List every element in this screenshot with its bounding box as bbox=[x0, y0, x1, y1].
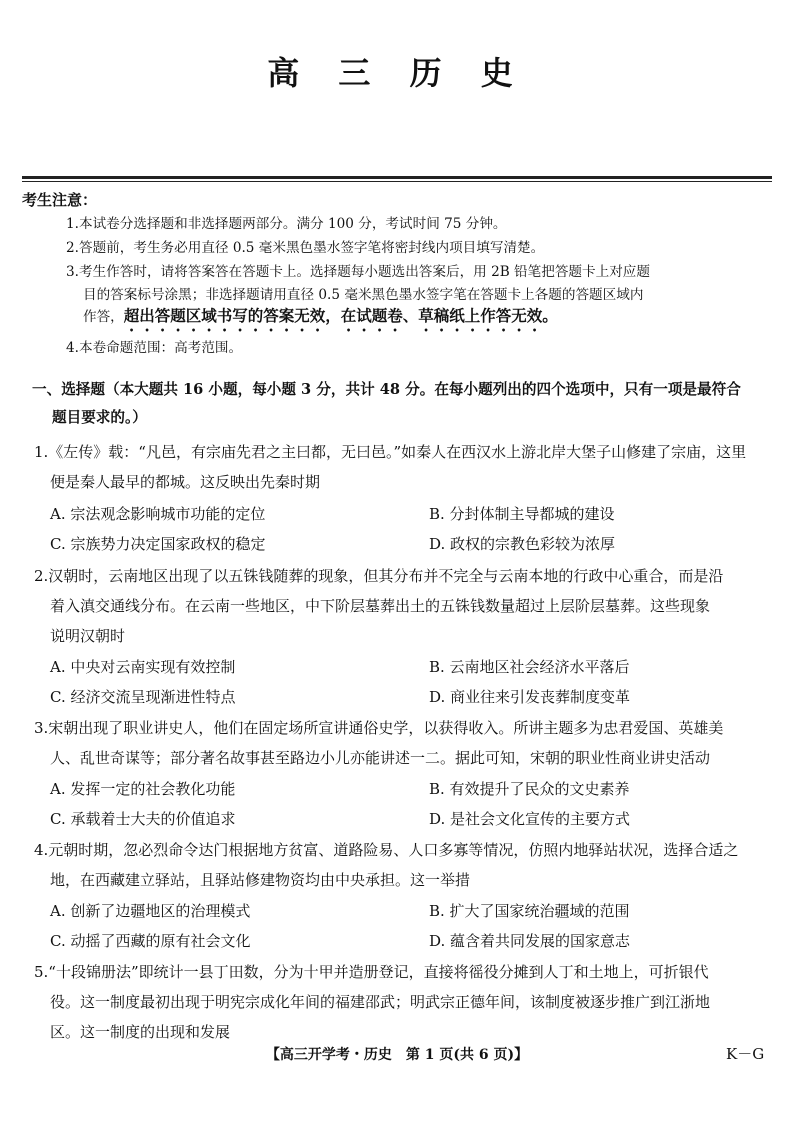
question-1-stem: 1.《左传》载：“凡邑，有宗庙先君之主曰都，无曰邑。”如秦人在西汉水上游北岸大堡子山修建了宗庙，这里 bbox=[34, 443, 747, 461]
header-rule-thick bbox=[22, 176, 772, 179]
notice-item-2: 2.答题前，考生务必用直径 0.5 毫米黑色墨水签字笔将密封线内项目填写清楚。 bbox=[66, 240, 545, 256]
question-5-stem-cont-1: 役。这一制度最初出现于明宪宗成化年间的福建邵武；明武宗正德年间，该制度被逐步推广到江浙地 bbox=[50, 993, 711, 1011]
notice-item-4: 4.本卷命题范围：高考范围。 bbox=[66, 340, 243, 356]
question-4-option-c: C. 动摇了西藏的原有社会文化 bbox=[50, 932, 251, 950]
notice-emphasis: 超出答题区域书写的答案无效，在试题卷、草稿纸上作答无效。 bbox=[123, 306, 558, 325]
paper-code: K－G bbox=[726, 1045, 765, 1063]
question-2-option-d: D. 商业往来引发丧葬制度变革 bbox=[429, 688, 631, 706]
question-2-option-a: A. 中央对云南实现有效控制 bbox=[50, 658, 236, 676]
notice-item-1: 1.本试卷分选择题和非选择题两部分。满分 100 分，考试时间 75 分钟。 bbox=[66, 216, 507, 232]
notice-item-3: 3.考生作答时，请将答案答在答题卡上。选择题每小题选出答案后，用 2B 铅笔把答题卡上对应题 bbox=[66, 264, 650, 280]
question-5-stem-cont-2: 区。这一制度的出现和发展 bbox=[50, 1023, 231, 1041]
question-4-stem-cont: 地，在西藏建立驿站，且驿站修建物资均由中央承担。这一举措 bbox=[50, 871, 471, 889]
page-title: 高 三 历 史 bbox=[267, 54, 527, 92]
notice-heading: 考生注意： bbox=[22, 191, 98, 209]
question-4-option-d: D. 蕴含着共同发展的国家意志 bbox=[429, 932, 631, 950]
question-5-stem: 5.“十段锦册法”即统计一县丁田数，分为十甲并造册登记，直接将徭役分摊到人丁和土地上，可折银代 bbox=[34, 963, 709, 981]
question-1-option-d: D. 政权的宗教色彩较为浓厚 bbox=[429, 535, 616, 553]
section-heading: 一、选择题（本大题共 16 小题，每小题 3 分，共计 48 分。在每小题列出的四个选项中，只有一项是最符合 bbox=[32, 381, 741, 398]
notice-item-3-emphasis-line bbox=[83, 306, 558, 335]
question-2-stem: 2.汉朝时，云南地区出现了以五铢钱随葬的现象，但其分布并不完全与云南本地的行政中心重合，而是沿 bbox=[34, 567, 724, 585]
question-4-stem: 4.元朝时期，忽必烈命令达门根据地方贫富、道路险易、人口多寡等情况，仿照内地驿站状况，选择合适之 bbox=[34, 841, 739, 859]
question-1-option-b: B. 分封体制主导都城的建设 bbox=[429, 505, 615, 523]
question-1-stem-cont: 便是秦人最早的都城。这反映出先秦时期 bbox=[50, 473, 321, 491]
question-3-option-c: C. 承载着士大夫的价值追求 bbox=[50, 810, 236, 828]
question-4-option-a: A. 创新了边疆地区的治理模式 bbox=[50, 902, 251, 920]
question-1-option-a: A. 宗法观念影响城市功能的定位 bbox=[50, 505, 266, 523]
question-4-option-b: B. 扩大了国家统治疆域的范围 bbox=[429, 902, 630, 920]
notice-line-prefix: 作答， bbox=[83, 309, 124, 325]
question-2-stem-cont-1: 着入滇交通线分布。在云南一些地区，中下阶层墓葬出土的五铢钱数量超过上层阶层墓葬。这些现象 bbox=[50, 597, 711, 615]
page-footer: 【高三开学考・历史 第 1 页(共 6 页)】 bbox=[265, 1047, 529, 1063]
question-1-option-c: C. 宗族势力决定国家政权的稳定 bbox=[50, 535, 266, 553]
question-3-stem: 3.宋朝出现了职业讲史人，他们在固定场所宣讲通俗史学，以获得收入。所讲主题多为忠君爱国、英雄美 bbox=[34, 719, 724, 737]
section-heading-cont: 题目要求的。） bbox=[52, 409, 147, 426]
question-2-stem-cont-2: 说明汉朝时 bbox=[50, 627, 126, 645]
notice-item-3-cont: 目的答案标号涂黑；非选择题请用直径 0.5 毫米黑色墨水签字笔在答题卡上各题的答题区域内 bbox=[83, 287, 644, 303]
question-3-option-a: A. 发挥一定的社会教化功能 bbox=[50, 780, 236, 798]
question-3-stem-cont: 人、乱世奇谋等；部分著名故事甚至路边小儿亦能讲述一二。据此可知，宋朝的职业性商业讲史活动 bbox=[50, 749, 711, 767]
header-rule-thin bbox=[22, 181, 772, 182]
question-3-option-b: B. 有效提升了民众的文史素养 bbox=[429, 780, 630, 798]
question-2-option-c: C. 经济交流呈现渐进性特点 bbox=[50, 688, 236, 706]
question-3-option-d: D. 是社会文化宣传的主要方式 bbox=[429, 810, 631, 828]
question-2-option-b: B. 云南地区社会经济水平落后 bbox=[429, 658, 630, 676]
